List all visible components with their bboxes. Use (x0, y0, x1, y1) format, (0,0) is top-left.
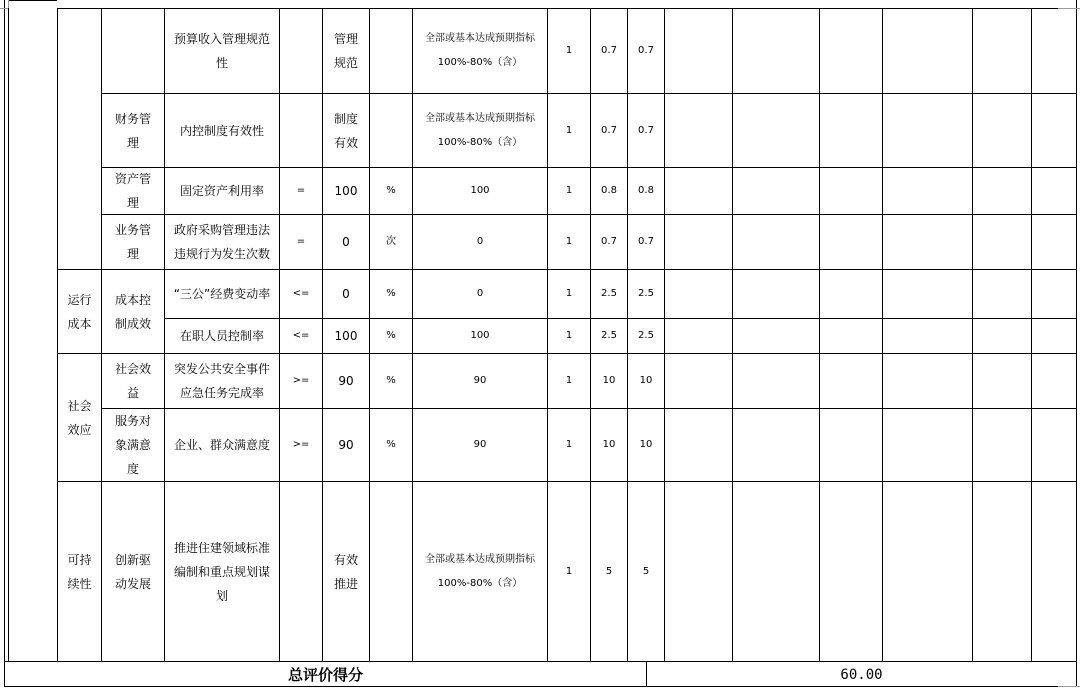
cell-target (322, 269, 369, 318)
table-border (1076, 0, 1077, 687)
cell-blank (819, 214, 882, 269)
cell-blank (819, 408, 882, 481)
cell-tertiary (101, 408, 164, 481)
cell-target-text: 0 (342, 287, 350, 301)
cell-operator-text: <= (292, 288, 310, 299)
cell-operator (279, 8, 322, 93)
cell-target-text: 0 (342, 235, 350, 249)
cell-weight-text: 1 (565, 288, 573, 299)
cell-target (322, 167, 369, 214)
cell-score-b (627, 8, 664, 93)
cell-standard-text: 全部或基本达成预期指标 100%-80%（含） (425, 112, 535, 148)
cell-score-a (590, 481, 627, 661)
cell-score-b (627, 214, 664, 269)
cell-tertiary (101, 8, 164, 93)
cell-score-a-text: 5 (605, 565, 613, 577)
cell-blank (882, 318, 972, 353)
cell-blank (972, 8, 1031, 93)
cell-unit (369, 269, 412, 318)
cell-standard (412, 214, 547, 269)
cell-secondary-text: 可持续性 (67, 552, 92, 591)
cell-indicator (164, 8, 279, 93)
cell-category (8, 0, 57, 661)
cell-weight-text: 1 (565, 45, 573, 56)
cell-score-b-text: 0.7 (638, 124, 654, 136)
cell-blank (882, 481, 972, 661)
table-border (4, 0, 5, 687)
cell-weight-text: 1 (565, 375, 573, 386)
cell-tertiary-text: 财务管理 (114, 111, 151, 150)
cell-weight-text: 1 (565, 124, 573, 136)
cell-secondary-text: 社会效应 (67, 398, 92, 437)
cell-blank (664, 269, 732, 318)
cell-blank (882, 269, 972, 318)
cell-blank (882, 167, 972, 214)
cell-score-a-text: 0.7 (601, 236, 617, 247)
cell-blank (1031, 269, 1076, 318)
cell-tertiary-text: 成本控制成效 (114, 292, 151, 331)
cell-tertiary-text: 资产管理 (114, 172, 151, 210)
cell-standard-text: 0 (476, 236, 484, 247)
cell-blank (664, 408, 732, 481)
cell-operator (279, 214, 322, 269)
cell-target-text: 有效推进 (333, 552, 358, 591)
total-value-text: 60.00 (840, 666, 883, 683)
table-border (4, 686, 1077, 687)
cell-target-text: 90 (338, 438, 354, 452)
cell-blank (1031, 167, 1076, 214)
cell-blank (1031, 8, 1076, 93)
cell-secondary (57, 481, 101, 661)
cell-target-text: 100 (334, 184, 358, 198)
cell-standard (412, 353, 547, 408)
cell-blank (1031, 481, 1076, 661)
cell-score-b-text: 10 (639, 439, 653, 450)
cell-weight (547, 214, 590, 269)
cell-operator (279, 408, 322, 481)
cell-standard (412, 269, 547, 318)
cell-operator-text: = (296, 185, 306, 196)
cell-indicator (164, 481, 279, 661)
cell-score-a-text: 10 (602, 439, 616, 450)
cell-unit-text: % (386, 330, 396, 341)
cell-score-b (627, 93, 664, 167)
cell-blank (882, 353, 972, 408)
cell-score-a (590, 8, 627, 93)
cell-blank (819, 167, 882, 214)
cell-blank (732, 167, 819, 214)
cell-weight (547, 481, 590, 661)
cell-standard-text: 90 (473, 439, 487, 450)
cell-unit (369, 167, 412, 214)
cell-blank (1031, 318, 1076, 353)
cell-blank (664, 318, 732, 353)
cell-indicator-text: 在职人员控制率 (179, 329, 264, 343)
cell-score-b (627, 408, 664, 481)
cell-standard (412, 481, 547, 661)
cell-blank (732, 481, 819, 661)
cell-indicator (164, 269, 279, 318)
crop-mark (1058, 686, 1080, 687)
cell-operator (279, 167, 322, 214)
cell-tertiary-text: 业务管理 (114, 223, 151, 261)
cell-blank (732, 353, 819, 408)
crop-mark (0, 8, 8, 9)
cell-operator-text: >= (292, 439, 310, 450)
cell-indicator-text: 企业、群众满意度 (173, 438, 270, 452)
cell-target (322, 353, 369, 408)
cell-tertiary (101, 167, 164, 214)
cell-weight-text: 1 (565, 330, 573, 341)
cell-score-a (590, 318, 627, 353)
cell-blank (972, 214, 1031, 269)
cell-standard (412, 8, 547, 93)
cell-score-a (590, 269, 627, 318)
cell-indicator-text: “三公”经费变动率 (173, 287, 271, 301)
cell-indicator (164, 214, 279, 269)
cell-target (322, 318, 369, 353)
cell-blank (819, 481, 882, 661)
cell-operator (279, 318, 322, 353)
cell-standard-text: 90 (473, 375, 487, 386)
cell-blank (882, 8, 972, 93)
cell-score-a-text: 0.8 (601, 185, 617, 196)
cell-score-b-text: 5 (642, 565, 650, 577)
cell-score-b (627, 269, 664, 318)
cell-score-a (590, 214, 627, 269)
cell-score-b (627, 318, 664, 353)
cell-blank (972, 167, 1031, 214)
cell-standard (412, 93, 547, 167)
cell-score-b-text: 2.5 (638, 288, 654, 299)
cell-indicator-text: 预算收入管理规范性 (173, 32, 270, 70)
cell-unit (369, 8, 412, 93)
cell-blank (1031, 408, 1076, 481)
cell-weight (547, 318, 590, 353)
cell-weight-text: 1 (565, 236, 573, 247)
cell-tertiary-text: 社会效益 (114, 362, 151, 400)
cell-operator-text: >= (292, 375, 310, 386)
cell-score-b-text: 0.7 (638, 45, 654, 56)
cell-weight (547, 167, 590, 214)
cell-blank (664, 481, 732, 661)
cell-tertiary-text: 服务对象满意度 (114, 414, 151, 476)
cell-weight-text: 1 (565, 439, 573, 450)
cell-blank (732, 318, 819, 353)
cell-standard (412, 167, 547, 214)
cell-unit-text: % (386, 439, 396, 450)
cell-score-b (627, 481, 664, 661)
cell-score-b-text: 2.5 (638, 330, 654, 341)
cell-blank (732, 8, 819, 93)
cell-indicator-text: 固定资产利用率 (179, 184, 264, 198)
cell-score-a-text: 0.7 (601, 124, 617, 136)
cell-operator-text: = (296, 236, 306, 247)
cell-blank (732, 269, 819, 318)
cell-blank (882, 93, 972, 167)
cell-score-a (590, 167, 627, 214)
cell-score-b-text: 0.7 (638, 236, 654, 247)
cell-standard-text: 100 (470, 330, 490, 341)
cell-operator (279, 481, 322, 661)
cell-operator-text: <= (292, 330, 310, 341)
cell-standard (412, 318, 547, 353)
cell-score-a-text: 0.7 (601, 45, 617, 56)
cell-unit (369, 481, 412, 661)
cell-secondary-text: 运行成本 (67, 292, 92, 331)
cell-indicator-text: 突发公共安全事件应急任务完成率 (173, 362, 270, 400)
cell-blank (664, 214, 732, 269)
cell-blank (1031, 214, 1076, 269)
cell-unit (369, 93, 412, 167)
cell-blank (664, 353, 732, 408)
cell-unit-text: % (386, 375, 396, 386)
cell-indicator (164, 167, 279, 214)
cell-target (322, 93, 369, 167)
cell-weight-text: 1 (565, 185, 573, 196)
cell-blank (1031, 353, 1076, 408)
cell-score-b (627, 167, 664, 214)
total-label-text: 总评价得分 (287, 665, 363, 684)
cell-score-a-text: 10 (602, 375, 616, 386)
cell-blank (882, 214, 972, 269)
cell-blank (1031, 93, 1076, 167)
cell-score-b-text: 10 (639, 375, 653, 386)
cell-score-a (590, 353, 627, 408)
cell-blank (972, 481, 1031, 661)
cell-target (322, 481, 369, 661)
cell-unit-text: 次 (386, 236, 396, 247)
cell-tertiary (101, 269, 164, 353)
cell-tertiary (101, 93, 164, 167)
cell-target-text: 100 (334, 329, 358, 343)
cell-blank (882, 408, 972, 481)
cell-unit (369, 408, 412, 481)
cell-indicator-text: 推进住建领域标准编制和重点规划谋划 (173, 540, 270, 603)
cell-standard-text: 全部或基本达成预期指标 100%-80%（含） (425, 553, 535, 589)
cell-standard-text: 0 (476, 288, 484, 299)
crop-mark (8, 0, 9, 8)
cell-blank (972, 353, 1031, 408)
cell-unit (369, 214, 412, 269)
cell-target (322, 8, 369, 93)
cell-weight (547, 93, 590, 167)
crop-mark (1058, 8, 1080, 9)
cell-secondary (57, 353, 101, 481)
cell-score-a-text: 2.5 (601, 330, 617, 341)
cell-unit (369, 318, 412, 353)
cell-target-text: 管理规范 (333, 32, 358, 70)
cell-unit-text: % (386, 288, 396, 299)
cell-blank (819, 8, 882, 93)
cell-score-b (627, 353, 664, 408)
cell-score-a-text: 2.5 (601, 288, 617, 299)
cell-weight (547, 8, 590, 93)
cell-operator (279, 353, 322, 408)
cell-weight (547, 408, 590, 481)
cell-blank (732, 408, 819, 481)
cell-blank (732, 93, 819, 167)
cell-blank (819, 353, 882, 408)
cell-blank (972, 269, 1031, 318)
cell-standard-text: 100 (470, 185, 490, 196)
cell-standard (412, 408, 547, 481)
cell-operator (279, 93, 322, 167)
cell-target-text: 90 (338, 374, 354, 388)
cell-indicator (164, 318, 279, 353)
cell-standard-text: 全部或基本达成预期指标 100%-80%（含） (425, 33, 535, 68)
cell-tertiary-text: 创新驱动发展 (114, 552, 151, 591)
cell-unit (369, 353, 412, 408)
cell-blank (819, 93, 882, 167)
cell-secondary (57, 8, 101, 269)
cell-target (322, 408, 369, 481)
cell-indicator (164, 93, 279, 167)
cell-weight (547, 353, 590, 408)
cell-score-a (590, 93, 627, 167)
cell-indicator-text: 政府采购管理违法违规行为发生次数 (173, 223, 270, 261)
cell-blank (819, 269, 882, 318)
cell-unit-text: % (386, 185, 396, 196)
cell-secondary (57, 269, 101, 353)
total-value (646, 661, 1076, 687)
cell-target-text: 制度有效 (333, 111, 358, 150)
cell-tertiary (101, 214, 164, 269)
cell-indicator-text: 内控制度有效性 (179, 123, 264, 138)
cell-weight-text: 1 (565, 565, 573, 577)
cell-blank (819, 318, 882, 353)
cell-blank (972, 318, 1031, 353)
cell-tertiary (101, 353, 164, 408)
cell-blank (664, 93, 732, 167)
cell-operator (279, 269, 322, 318)
cell-indicator (164, 408, 279, 481)
cell-blank (664, 8, 732, 93)
cell-indicator (164, 353, 279, 408)
cell-target (322, 214, 369, 269)
cell-blank (732, 214, 819, 269)
cell-blank (664, 167, 732, 214)
cell-tertiary (101, 481, 164, 661)
total-label (4, 661, 646, 687)
cell-score-a (590, 408, 627, 481)
cell-weight (547, 269, 590, 318)
cell-blank (972, 93, 1031, 167)
cell-blank (972, 408, 1031, 481)
cell-score-b-text: 0.8 (638, 185, 654, 196)
